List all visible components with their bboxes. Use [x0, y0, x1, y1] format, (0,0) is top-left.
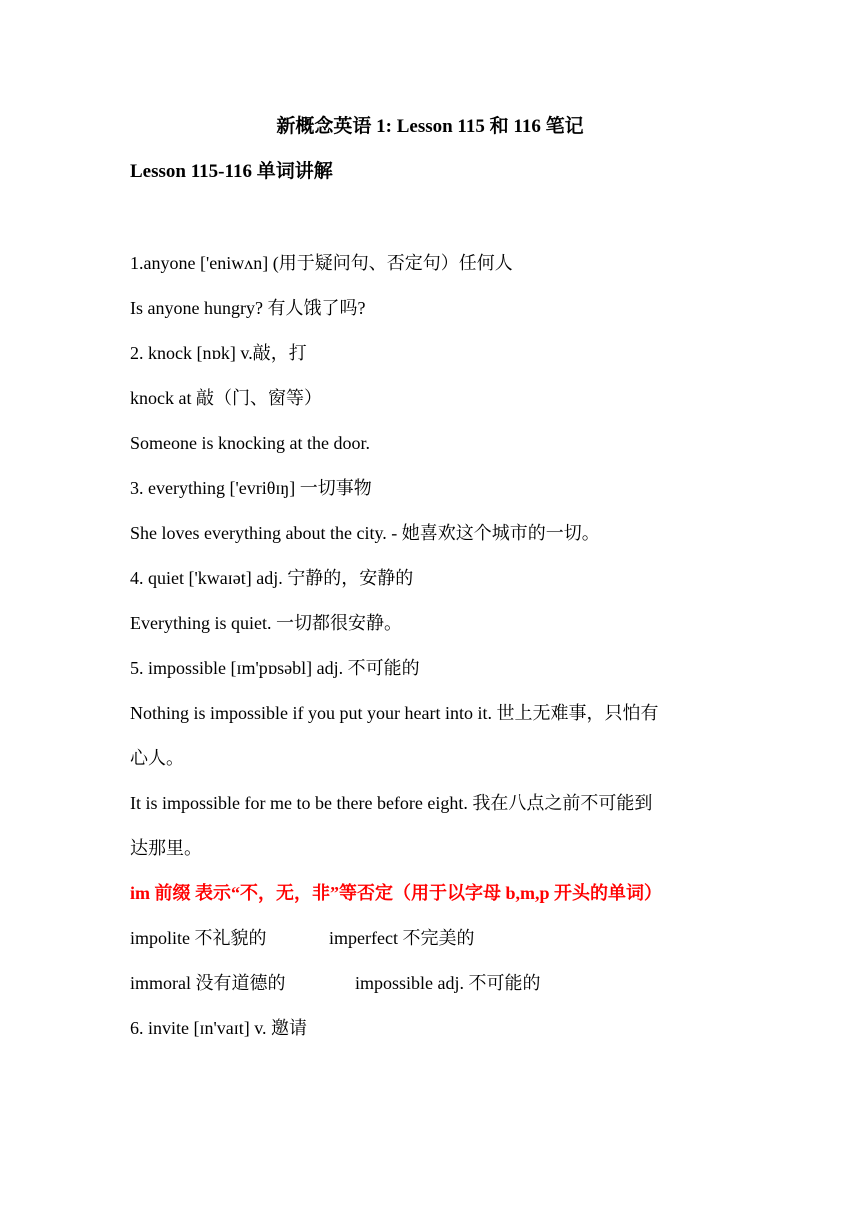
- vocab-entry-anyone: 1.anyone ['eniwʌn] (用于疑问句、否定句）任何人: [130, 253, 513, 273]
- prefix-example: imperfect 不完美的: [329, 928, 475, 948]
- example-sentence: It is impossible for me to be there before eight. 我在八点之前不可能到: [130, 793, 653, 813]
- example-sentence-continued: 心人。: [130, 748, 184, 768]
- example-sentence: Everything is quiet. 一切都很安静。: [130, 613, 402, 633]
- prefix-example: impolite 不礼貌的: [130, 928, 267, 948]
- example-sentence: She loves everything about the city. - 她喜欢这个城市的一切。: [130, 523, 600, 543]
- prefix-examples-row: [130, 968, 740, 1013]
- example-sentence: Someone is knocking at the door.: [130, 433, 370, 453]
- phrase-entry: knock at 敲（门、窗等）: [130, 388, 322, 408]
- section-heading: Lesson 115-116 单词讲解: [130, 161, 333, 182]
- prefix-rule-highlight: im 前缀 表示“不，无，非”等否定（用于以字母 b,m,p 开头的单词）: [130, 883, 663, 903]
- vocab-entry-everything: 3. everything ['evriθɪŋ] 一切事物: [130, 478, 372, 498]
- vocab-entry-knock: 2. knock [nɒk] v.敲，打: [130, 343, 307, 363]
- notes-body: [130, 248, 740, 1058]
- vocab-entry-quiet: 4. quiet ['kwaɪət] adj. 宁静的，安静的: [130, 568, 414, 588]
- vocab-entry-invite: 6. invite [ɪn'vaɪt] v. 邀请: [130, 1018, 308, 1038]
- example-sentence-continued: 达那里。: [130, 838, 202, 858]
- prefix-example: impossible adj. 不可能的: [355, 973, 541, 993]
- page-title: 新概念英语 1: Lesson 115 和 116 笔记: [276, 116, 584, 137]
- example-sentence: Nothing is impossible if you put your heart into it. 世上无难事，只怕有: [130, 703, 659, 723]
- prefix-example: immoral 没有道德的: [130, 973, 286, 993]
- vocab-entry-impossible: 5. impossible [ɪm'pɒsəbl] adj. 不可能的: [130, 658, 420, 678]
- prefix-examples-row: [130, 923, 740, 968]
- example-sentence: Is anyone hungry? 有人饿了吗?: [130, 298, 366, 318]
